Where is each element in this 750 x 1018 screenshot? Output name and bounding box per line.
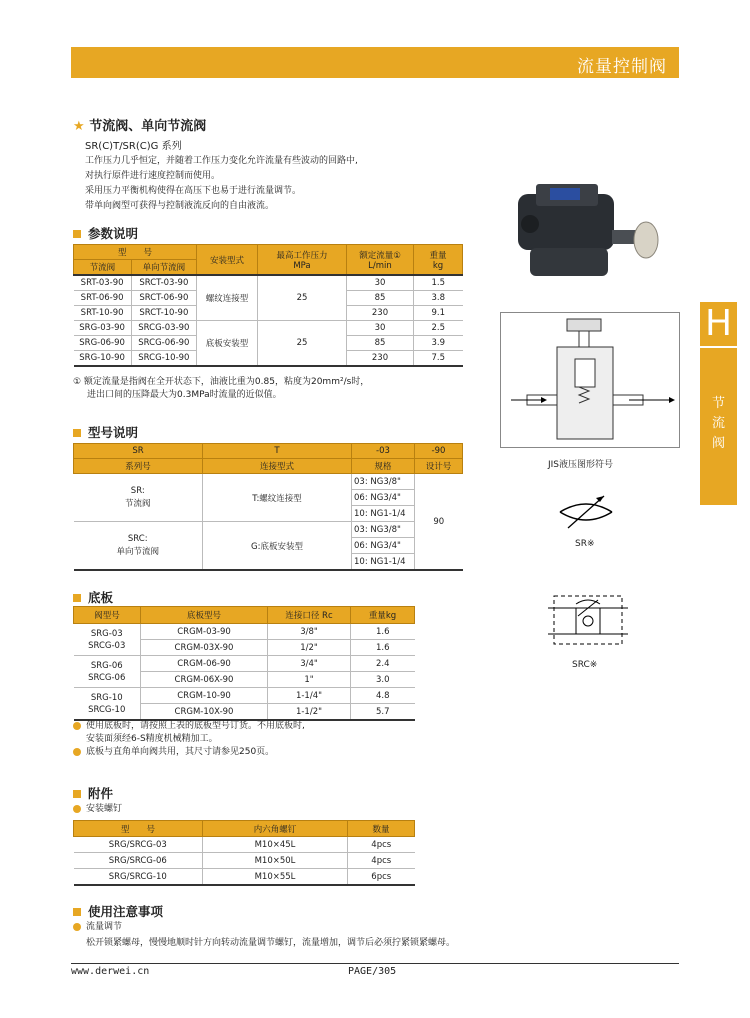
cell: 2.4 <box>351 656 415 672</box>
code-cell: T <box>203 444 352 459</box>
base-title-text: 底板 <box>88 590 114 605</box>
cell: SRCT-06-90 <box>131 291 196 306</box>
footer-url: www.derwei.cn <box>71 966 150 977</box>
params-title-text: 参数说明 <box>88 226 139 241</box>
sr-symbol <box>556 490 616 534</box>
page-title: 流量控制阀 <box>577 57 667 77</box>
cell: M10×45L <box>203 837 348 853</box>
size-cell: 06: NG3/4" <box>352 490 415 506</box>
th-model: 型 号 <box>74 245 197 260</box>
design-cell: 90 <box>415 474 463 571</box>
th-throttle: 节流阀 <box>74 260 132 276</box>
cell: SRT-03-90 <box>74 275 132 291</box>
cell: SRT-10-90 <box>74 306 132 321</box>
base-notes <box>73 720 305 759</box>
usage-title-text: 使用注意事项 <box>88 904 164 919</box>
th-weight: 重量 kg <box>414 245 463 276</box>
intro-section <box>73 115 358 214</box>
accessory-sub-text: 安装螺钉 <box>86 804 123 814</box>
cross-section-figure <box>500 312 680 448</box>
th-cell: 阀型号 <box>74 607 141 624</box>
th-cell: 数量 <box>348 821 415 837</box>
bullet-icon <box>73 923 81 931</box>
cell: SRG/SRCG-10 <box>74 869 203 886</box>
th-flow: 额定流量① L/min <box>347 245 414 276</box>
usage-sub-text: 流量调节 <box>86 922 123 932</box>
base-table <box>73 606 415 721</box>
cell: 1-1/2" <box>268 704 351 721</box>
cell: CRGM-06-90 <box>141 656 268 672</box>
cell: 4pcs <box>348 837 415 853</box>
cell: SRG-03-90 <box>74 321 132 336</box>
cell: SRT-06-90 <box>74 291 132 306</box>
code-cell: -90 <box>415 444 463 459</box>
side-tab-text: 节 流 阀 <box>711 396 725 451</box>
cell: 85 <box>347 291 414 306</box>
cell: 25 <box>258 275 347 321</box>
note-line: 底板与直角单向阀共用，其尺寸请参见250页。 <box>86 747 275 757</box>
th-cell: 重量kg <box>351 607 415 624</box>
series-name: SR(C)T/SR(C)G 系列 <box>85 141 182 152</box>
usage-text: 松开锁紧螺母，慢慢地顺时针方向转动流量调节螺钉，流量增加，调节后必须拧紧锁紧螺母。 <box>86 938 456 948</box>
cell: 1/2" <box>268 640 351 656</box>
model-code-table <box>73 443 463 571</box>
cell: CRGM-10-90 <box>141 688 268 704</box>
params-table <box>73 244 463 367</box>
cell: 3/4" <box>268 656 351 672</box>
cell: 85 <box>347 336 414 351</box>
bullet-icon <box>73 805 81 813</box>
cell: SRG/SRCG-03 <box>74 837 203 853</box>
cell: CRGM-03-90 <box>141 624 268 640</box>
th-press: 最高工作压力 MPa <box>258 245 347 276</box>
src-symbol <box>548 592 628 648</box>
cell: 1-1/4" <box>268 688 351 704</box>
code-cell: -03 <box>352 444 415 459</box>
cell: 2.5 <box>414 321 463 336</box>
cell: 6pcs <box>348 869 415 886</box>
valve-cell: SRG-06 SRCG-06 <box>74 656 141 688</box>
code-label: 系列号 <box>74 459 203 474</box>
th-cell: 型 号 <box>74 821 203 837</box>
cell: 9.1 <box>414 306 463 321</box>
size-cell: 06: NG3/4" <box>352 538 415 554</box>
intro-title: 节流阀、单向节流阀 <box>89 119 207 134</box>
jis-caption: JIS液压图形符号 <box>548 460 614 470</box>
base-title <box>73 588 113 606</box>
footer-line <box>71 963 679 964</box>
code-label: 规格 <box>352 459 415 474</box>
model-code-title <box>73 423 138 441</box>
note-line: 进出口间的压降最大为0.3MPa时流量的近似值。 <box>87 390 282 400</box>
cell: 4pcs <box>348 853 415 869</box>
size-cell: 03: NG3/8" <box>352 522 415 538</box>
cell: 3/8" <box>268 624 351 640</box>
cell: 5.7 <box>351 704 415 721</box>
params-note <box>73 376 369 402</box>
cell: 3.8 <box>414 291 463 306</box>
cell: 7.5 <box>414 351 463 367</box>
cell: 1.6 <box>351 624 415 640</box>
table-row <box>74 275 463 291</box>
intro-line: 带单向阀型可获得与控制液流反向的自由液流。 <box>85 201 275 211</box>
model-code-title-text: 型号说明 <box>88 425 139 440</box>
cell: CRGM-06X-90 <box>141 672 268 688</box>
footer-page: PAGE/305 <box>348 966 397 977</box>
table-row <box>74 321 463 336</box>
th-check: 单向节流阀 <box>131 260 196 276</box>
th-cell: 连接口径 Rc <box>268 607 351 624</box>
cell: SRG-10-90 <box>74 351 132 367</box>
usage-title <box>73 902 163 920</box>
series-src: SRC: 单向节流阀 <box>74 522 203 571</box>
intro-line: 采用压力平衡机构使得在高压下也易于进行流量调节。 <box>85 186 302 196</box>
accessory-title <box>73 784 113 802</box>
cell: 230 <box>347 306 414 321</box>
cell: 底板安装型 <box>197 321 258 367</box>
intro-line: 对执行原件进行速度控制而使用。 <box>85 171 221 181</box>
product-photo <box>500 168 678 298</box>
bullet-icon <box>73 748 81 756</box>
cell: 3.0 <box>351 672 415 688</box>
cell: SRCG-03-90 <box>131 321 196 336</box>
conn-g: G:底板安装型 <box>203 522 352 571</box>
note-line: 使用底板时，请按照上表的底板型号订货。不用底板时, <box>86 721 305 731</box>
sr-label: SR※ <box>575 539 595 549</box>
cell: SRCT-10-90 <box>131 306 196 321</box>
size-cell: 03: NG3/8" <box>352 474 415 490</box>
cell: 30 <box>347 275 414 291</box>
code-label: 设计号 <box>415 459 463 474</box>
accessory-sub <box>73 802 122 817</box>
conn-t: T:螺纹连接型 <box>203 474 352 522</box>
cell: M10×50L <box>203 853 348 869</box>
size-cell: 10: NG1-1/4 <box>352 506 415 522</box>
cell: M10×55L <box>203 869 348 886</box>
intro-line: 工作压力几乎恒定，并随着工作压力变化允许流量有些波动的回路中, <box>85 156 358 166</box>
series-sr: SR: 节流阀 <box>74 474 203 522</box>
cell: SRCG-10-90 <box>131 351 196 367</box>
side-tab-letter: H <box>700 302 737 346</box>
cell: 1.5 <box>414 275 463 291</box>
note-line: ① 额定流量是指阀在全开状态下，油液比重为0.85，粘度为20mm²/s时， <box>73 377 370 387</box>
cell: 1.6 <box>351 640 415 656</box>
valve-cell: SRG-03 SRCG-03 <box>74 624 141 656</box>
cell: SRCG-06-90 <box>131 336 196 351</box>
cell: 30 <box>347 321 414 336</box>
accessory-title-text: 附件 <box>88 786 114 801</box>
src-label: SRC※ <box>572 660 598 670</box>
cell: CRGM-03X-90 <box>141 640 268 656</box>
params-title <box>73 224 138 242</box>
th-cell: 内六角螺钉 <box>203 821 348 837</box>
note-line: 安装面须经6-S精度机械精加工。 <box>86 734 218 744</box>
cell: SRG-06-90 <box>74 336 132 351</box>
cell: CRGM-10X-90 <box>141 704 268 721</box>
th-cell: 底板型号 <box>141 607 268 624</box>
star-icon: ★ <box>73 119 85 134</box>
cell: 230 <box>347 351 414 367</box>
th-mount: 安装型式 <box>197 245 258 276</box>
cell: 螺纹连接型 <box>197 275 258 321</box>
cell: 1" <box>268 672 351 688</box>
side-tab <box>700 302 737 505</box>
cell: SRG/SRCG-06 <box>74 853 203 869</box>
usage-sub <box>73 920 122 935</box>
size-cell: 10: NG1-1/4 <box>352 554 415 571</box>
bullet-icon <box>73 722 81 730</box>
valve-cell: SRG-10 SRCG-10 <box>74 688 141 721</box>
cell: SRCT-03-90 <box>131 275 196 291</box>
code-cell: SR <box>74 444 203 459</box>
header-bar <box>71 47 679 78</box>
code-label: 连接型式 <box>203 459 352 474</box>
cell: 4.8 <box>351 688 415 704</box>
accessory-table <box>73 820 415 886</box>
cell: 3.9 <box>414 336 463 351</box>
cell: 25 <box>258 321 347 367</box>
intro-text <box>85 154 358 214</box>
